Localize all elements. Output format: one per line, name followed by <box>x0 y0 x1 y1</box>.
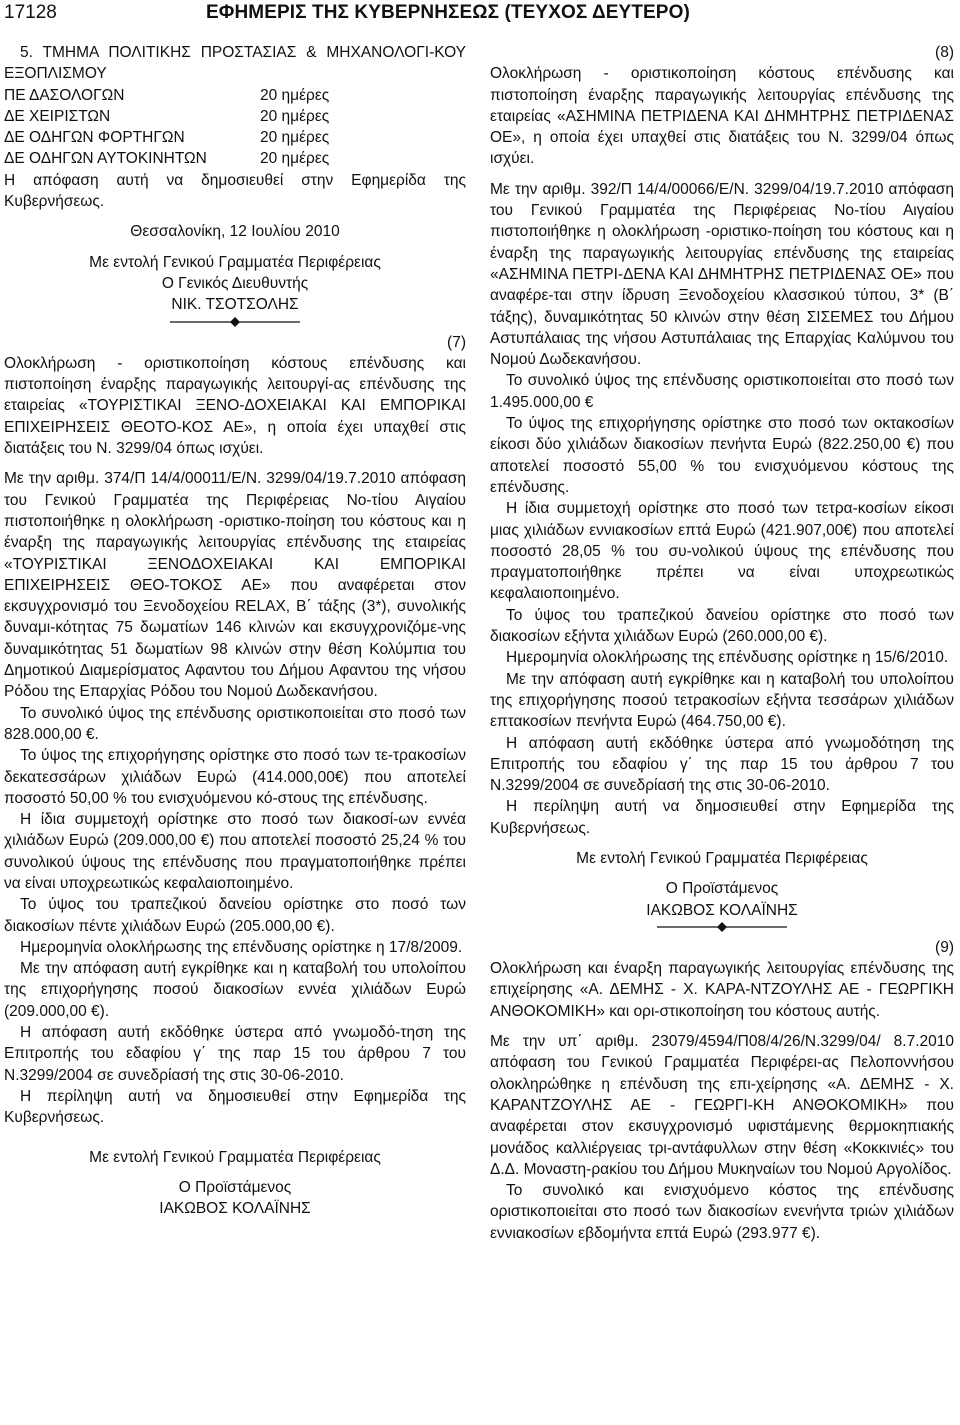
section5-title: 5. ΤΜΗΜΑ ΠΟΛΙΤΙΚΗΣ ΠΡΟΣΤΑΣΙΑΣ & ΜΗΧΑΝΟΛΟΓΙ-ΚΟΥ ΕΞΟΠΛΙΣΜΟΥ <box>4 44 466 83</box>
item7-paragraph: Το ύψος της επιχορήγησης ορίστηκε στο ποσό των τε-τρακοσίων δεκατεσσάρων χιλιάδων Ευρώ (414.000,00€) που αποτελεί ποσοστό 50,00 % του ενισχυόμενου κό-στους της επένδυσης. <box>4 747 466 807</box>
item7-paragraph: Η περίληψη αυτή να δημοσιευθεί στην Εφημερίδα της Κυβερνήσεως. <box>4 1087 466 1127</box>
signature-role: Ο Προϊστάμενος <box>665 880 779 898</box>
page-number: 17128 <box>4 2 57 23</box>
page-header <box>0 0 960 34</box>
gazette-title: ΕΦΗΜΕΡΙΣ ΤΗΣ ΚΥΒΕΡΝΗΣΕΩΣ (ΤΕΥΧΟΣ ΔΕΥΤΕΡΟ) <box>206 2 690 23</box>
divider-diamond-icon <box>170 316 300 328</box>
signature-order: Με εντολή Γενικού Γραμματέα Περιφέρειας <box>89 1148 381 1166</box>
place-date: Θεσσαλονίκη, 12 Ιουλίου 2010 <box>130 223 340 241</box>
divider-diamond-icon <box>657 921 787 933</box>
item8-paragraph: Η ίδια συμμετοχή ορίστηκε στο ποσό των τετρα-κοσίων είκοσι μιας χιλιάδων εννιακοσίων επτά Ευρώ (421.907,00€) που αποτελεί ποσοστό 28,05 % του συ-νολικού ύψους της επένδυσης που πραγματοποιήθηκε πρέπει να είναι υποχρεωτικώς κεφαλαιοποιημένο. <box>490 500 954 603</box>
publish-note: Η απόφαση αυτή να δημοσιευθεί στην Εφημερίδα της Κυβερνήσεως. <box>4 171 466 211</box>
signature-order: Με εντολή Γενικού Γραμματέα Περιφέρειας <box>89 253 381 271</box>
signature-role: Ο Γενικός Διευθυντής <box>161 274 309 292</box>
item8-paragraph: Το ύψος της επιχορήγησης ορίστηκε στο ποσό των οκτακοσίων είκοσι δύο χιλιάδων διακοσίων πενήντα Ευρώ (822.250,00 €) που αποτελεί ποσοστό 55,00 % του ενισχυόμενου κόστους της επένδυσης. <box>490 415 954 496</box>
left-column <box>4 42 466 1219</box>
item9-title: Ολοκλήρωση και έναρξη παραγωγικής λειτουργίας επένδυσης της επιχείρησης «Α. ΔΕΜΗΣ - Χ. ΚΑΡΑ-ΝΤΖΟΥΛΗΣ ΑΕ - ΓΕΩΡΓΙΚΗ ΑΝΘΟΚΟΜΙΚΗ» και ορι-στικοποίηση του κόστους αυτής. <box>490 960 954 1020</box>
item7-body: Με την αριθμ. 374/Π 14/4/00011/Ε/Ν. 3299/04/19.7.2010 απόφαση του Γενικού Γραμματέα της Περιφέρειας Νο-τίου Αιγαίου πιστοποιήθηκε η ολοκλήρωση -οριστικο-ποίηση του κόστους και η έναρξη της παραγωγικής λειτουργίας επένδυσης της εταιρείας «ΤΟΥΡΙΣΤΙΚΑΙ ΞΕΝΟΔΟΧΕΙΑΚΑΙ ΚΑΙ ΕΜΠΟΡΙΚΑΙ ΕΠΙΧΕΙΡΗΣΕΙΣ ΘΕΟ-ΤΟΚΟΣ ΑΕ» που αναφέρεται στον εκσυγχρονισμό του Ξενοδοχείου RELAX, Β΄ τάξης (3*), συνολικής δυναμι-κότητας 75 δωματίων 146 κλινών και εκσυγχρονιζόμε-νης δυναμικότητας 51 δωματίων 98 κλινών στην θέση Κολύμπια του Δημοτικού Διαμερίσματος Αφαντου του Δήμου Αφαντου της νήσου Ρόδου της Επαρχίας Ρόδου του Νομού Δωδεκανήσου. <box>4 470 466 701</box>
item9-number: (9) <box>935 938 954 956</box>
item7-paragraph: Η απόφαση αυτή εκδόθηκε ύστερα από γνωμοδό-τηση της Επιτροπής του εδαφίου γ΄ της παρ 15 του άρθρου 7 του Ν.3299/2004 σε συνεδρίασή της στις 30-06-2010. <box>4 1024 466 1084</box>
item7-number: (7) <box>447 333 466 351</box>
item8-paragraph: Η περίληψη αυτή να δημοσιευθεί στην Εφημερίδα της Κυβερνήσεως. <box>490 798 954 837</box>
staff-label: ΠΕ ΔΑΣΟΛΟΓΩΝ <box>4 86 125 104</box>
item7-paragraph: Το συνολικό ύψος της επένδυσης οριστικοποιείται στο ποσό των 828.000,00 €. <box>4 704 466 743</box>
staff-days: 20 ημέρες <box>260 107 330 125</box>
section-divider <box>490 921 954 937</box>
staff-label: ΔΕ ΟΔΗΓΩΝ ΦΟΡΤΗΓΩΝ <box>4 129 185 147</box>
item9-paragraph: Το συνολικό και ενισχυόμενο κόστος της επένδυσης οριστικοποιείται στο ποσό των διακοσίων ενενήντα τριών χιλιάδων εννιακοσίων εβδομήντα επτά Ευρώ (293.977 €). <box>490 1182 954 1242</box>
item7-title: Ολοκλήρωση - οριστικοποίηση κόστους επένδυσης και πιστοποίηση έναρξης παραγωγικής λειτουργί-ας επένδυσης της εταιρείας «ΤΟΥΡΙΣΤΙΚΑΙ ΞΕΝΟ-ΔΟΧΕΙΑΚΑΙ ΚΑΙ ΕΜΠΟΡΙΚΑΙ ΕΠΙΧΕΙΡΗΣΕΙΣ ΘΕΟΤΟ-ΚΟΣ ΑΕ», η οποία έχει υπαχθεί στις διατάξεις του Ν. 3299/04 όπως ισχύει. <box>4 354 466 458</box>
item8-paragraph: Με την απόφαση αυτή εγκρίθηκε και η καταβολή του υπολοίπου της επιχορήγησης ποσού τετρακοσίων εξήντα τεσσάρων χιλιάδων επτακοσίων πενήντα Ευρώ (464.750,00 €). <box>490 670 954 731</box>
staff-days: 20 ημέρες <box>260 86 330 104</box>
item7-paragraph: Η ίδια συμμετοχή ορίστηκε στο ποσό των διακοσί-ων εννέα χιλιάδων Ευρώ (209.000,00 €) που αποτελεί ποσοστό 25,24 % του συνολικού ύψους της επένδυσης που πραγματοποιήθηκε πρέπει να είναι υποχρεωτικώς κεφαλαιοποιημένο. <box>4 811 466 892</box>
signature-name: ΙΑΚΩΒΟΣ ΚΟΛΑΪΝΗΣ <box>646 901 798 919</box>
signature-name: ΙΑΚΩΒΟΣ ΚΟΛΑΪΝΗΣ <box>159 1200 311 1218</box>
staff-label: ΔΕ ΧΕΙΡΙΣΤΩΝ <box>4 107 111 125</box>
staff-label: ΔΕ ΟΔΗΓΩΝ ΑΥΤΟΚΙΝΗΤΩΝ <box>4 150 207 168</box>
item8-number: (8) <box>935 44 954 61</box>
item7-paragraph: Με την απόφαση αυτή εγκρίθηκε και η καταβολή του υπολοίπου της επιχορήγησης ποσού διακοσίων εννέα χιλιάδων Ευρώ (209.000,00 €). <box>4 960 466 1020</box>
staff-row <box>4 127 466 148</box>
signature-role: Ο Προϊστάμενος <box>178 1178 292 1196</box>
item8-body: Με την αριθμ. 392/Π 14/4/00066/Ε/Ν. 3299/04/19.7.2010 απόφαση του Γενικού Γραμματέα της Περιφέρειας Νο-τίου Αιγαίου πιστοποιήθηκε η ολοκλήρωση -οριστικο-ποίηση του κόστους και η έναρξη της παραγωγικής λειτουργίας επένδυσης της εταιρείας «ΑΣΗΜΙΝΑ ΠΕΤΡΙ-ΔΕΝΑ ΚΑΙ ΔΗΜΗΤΡΗΣ ΠΕΤΡΙΔΕΝΑΣ ΟΕ» που αναφέρε-ται στην ίδρυση Ξενοδοχείου κλασσικού τύπου, 3* (Β΄ τάξης), δυναμικότητας 50 κλινών στην θέση ΣΙΣΕΜΕΣ του Δήμου Αστυπάλαιας της νήσου Αστυπάλαιας της Επαρχίας Καλύμνου του Νομού Δωδεκανήσου. <box>490 180 954 369</box>
staff-row <box>4 106 466 127</box>
staff-days: 20 ημέρες <box>260 129 330 147</box>
signature-order: Με εντολή Γενικού Γραμματέα Περιφέρειας <box>576 849 868 867</box>
section-divider <box>4 316 466 332</box>
item7-paragraph: Ημερομηνία ολοκλήρωσης της επένδυσης ορίστηκε η 17/8/2009. <box>20 938 463 956</box>
staff-row <box>4 85 466 106</box>
staff-row <box>4 148 466 169</box>
item7-paragraph: Το ύψος του τραπεζικού δανείου ορίστηκε στο ποσό των διακοσίων πέντε χιλιάδων Ευρώ (205.000,00 €). <box>4 896 466 935</box>
item8-paragraph: Το συνολικό ύψος της επένδυσης οριστικοποιείται στο ποσό των 1.495.000,00 € <box>490 372 954 411</box>
item8-paragraph: Ημερομηνία ολοκλήρωσης της επένδυσης ορίστηκε η 15/6/2010. <box>506 649 949 667</box>
staff-days: 20 ημέρες <box>260 150 330 168</box>
item8-paragraph: Το ύψος του τραπεζικού δανείου ορίστηκε στο ποσό των διακοσίων εξήντα χιλιάδων Ευρώ (260.000,00 €). <box>490 606 954 646</box>
signature-name: ΝΙΚ. ΤΣΟΤΣΟΛΗΣ <box>171 296 299 314</box>
item9-body: Με την υπ΄ αριθμ. 23079/4594/Π08/4/26/Ν.3299/04/ 8.7.2010 απόφαση του Γενικού Γραμματέα Περιφέρει-ας Πελοποννήσου ολοκληρώθηκε η επένδυση της επι-χείρησης «Α. ΔΕΜΗΣ - Χ. ΚΑΡΑΝΤΖΟΥΛΗΣ ΑΕ - ΓΕΩΡΓΙ-ΚΗ ΑΝΘΟΚΟΜΙΚΗ» που αναφέρεται στον εκσυγχρονισμό υφιστάμενης θερμοκηπιακής μονάδος καλλιέργειας τρι-αντάφυλλων στην θέση «Κοκκινιές» του Δ.Δ. Μοναστη-ρακίου του Δήμου Μυκηναίων του Νομού Αργολίδος. <box>490 1033 954 1178</box>
right-column <box>490 42 954 1244</box>
item8-paragraph: Η απόφαση αυτή εκδόθηκε ύστερα από γνωμοδότηση της Επιτροπής του εδαφίου γ΄ της παρ 15 του άρθρου 7 του Ν.3299/2004 σε συνεδρίασή της στις 30-06-2010. <box>490 734 954 795</box>
item8-title: Ολοκλήρωση - οριστικοποίηση κόστους επένδυσης και πιστοποίηση έναρξης παραγωγικής λειτουργίας επένδυσης της εταιρείας «ΑΣΗΜΙΝΑ ΠΕΤΡΙΔΕΝΑ ΚΑΙ ΔΗΜΗΤΡΗΣ ΠΕΤΡΙΔΕΝΑΣ ΟΕ», η οποία έχει υπαχθεί στις διατάξεις του Ν. 3299/04 όπως ισχύει. <box>490 65 954 168</box>
